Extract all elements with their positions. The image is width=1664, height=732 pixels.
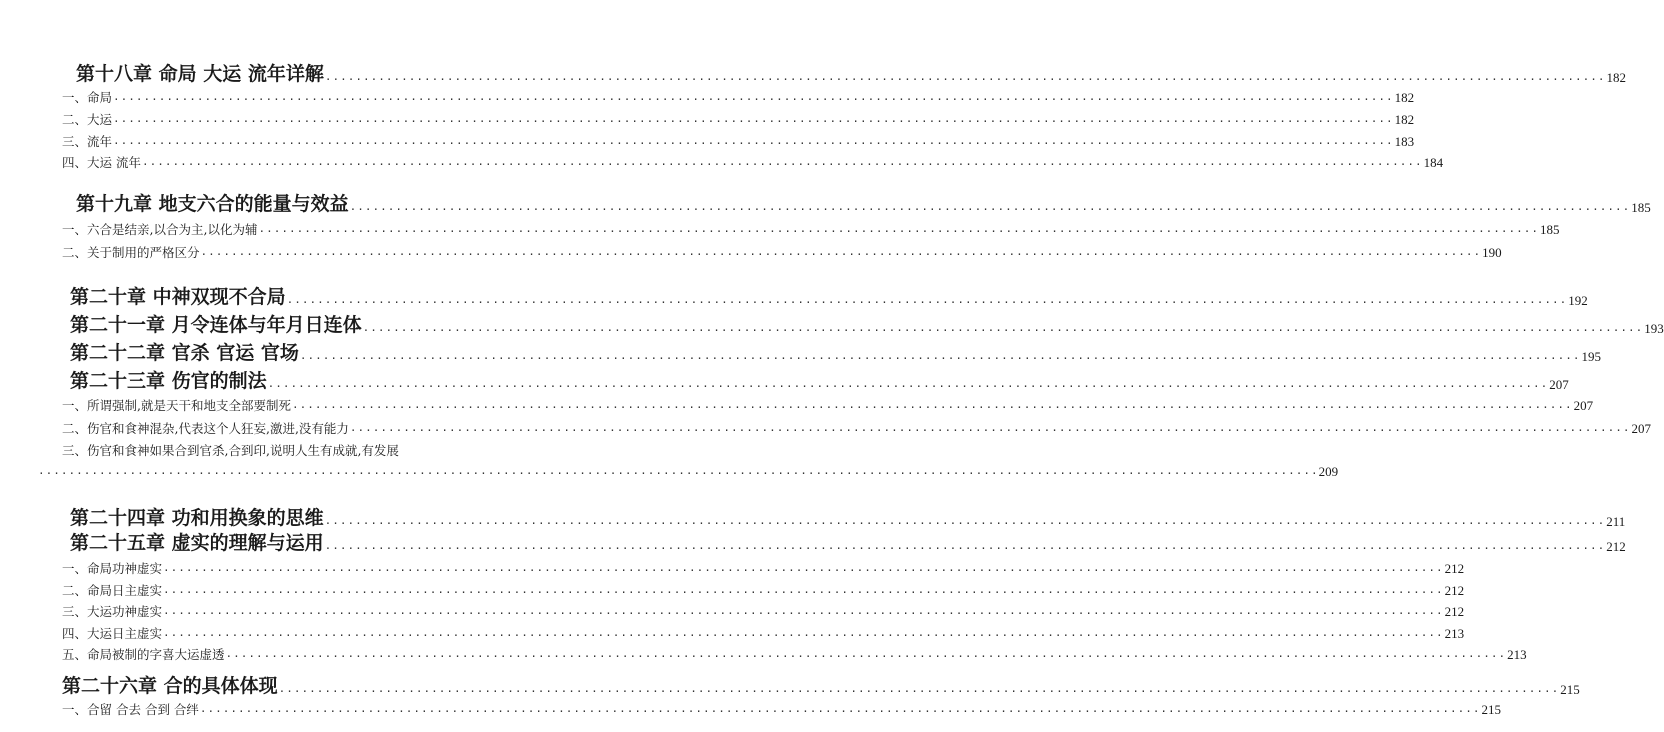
chapter-title: 第十九章 地支六合的能量与效益	[76, 193, 349, 215]
entry-label: 三、流年	[62, 134, 113, 149]
leader-dots: ········································································································································································	[113, 137, 1394, 150]
entry-label: 三、伤官和食神如果合到官杀,合到印,说明人生有成就,有发展	[62, 443, 399, 458]
chapter-title: 第十八章 命局 大运 流年详解	[76, 63, 324, 85]
toc-entry[interactable]	[62, 602, 1465, 620]
toc-chapter-22[interactable]	[70, 341, 1601, 365]
leader-dots: ········································································································································································	[349, 203, 1631, 216]
page-number: 184	[1423, 155, 1444, 170]
page-number: 212	[1444, 561, 1465, 576]
leader-dots: ········································································································································································	[199, 705, 1481, 718]
page-number: 215	[1560, 682, 1580, 697]
toc-chapter-23[interactable]	[70, 369, 1569, 393]
toc-chapter-25[interactable]	[70, 531, 1626, 555]
page-number: 193	[1644, 321, 1664, 336]
leader-dots: ········································································································································································	[163, 564, 1444, 577]
page-number: 212	[1444, 583, 1465, 598]
leader-dots: ········································································································································································	[324, 542, 1606, 555]
page-number: 182	[1394, 90, 1415, 105]
leader-dots: ········································································································································································	[163, 586, 1444, 599]
toc-chapter-18[interactable]	[76, 62, 1626, 86]
toc-entry[interactable]	[62, 441, 463, 459]
page-number: 190	[1482, 245, 1502, 260]
leader-dots: ········································································································································································	[362, 324, 1644, 337]
page-number: 212	[1444, 604, 1465, 619]
toc-chapter-24[interactable]	[70, 506, 1626, 530]
leader-dots: ········································································································································································	[225, 650, 1507, 663]
entry-label: 一、命局功神虚实	[62, 561, 163, 576]
page-number: 183	[1394, 134, 1415, 149]
toc-entry-continuation[interactable]	[38, 462, 1339, 480]
leader-dots: ········································································································································································	[291, 401, 1573, 414]
entry-label: 二、命局日主虚实	[62, 583, 163, 598]
entry-label: 一、六合是结亲,以合为主,以化为辅	[62, 222, 258, 237]
chapter-title: 第二十章 中神双现不合局	[70, 286, 286, 308]
toc-entry[interactable]	[62, 110, 1415, 128]
toc-entry[interactable]	[62, 220, 1560, 238]
page-number: 209	[1318, 464, 1339, 479]
page-number: 213	[1507, 647, 1527, 662]
entry-label: 四、大运 流年	[62, 155, 141, 170]
entry-label: 一、合留 合去 合到 合绊	[62, 702, 199, 717]
toc-entry[interactable]	[62, 645, 1527, 663]
leader-dots: ········································································································································································	[200, 248, 1482, 261]
toc-chapter-21[interactable]	[70, 313, 1664, 337]
chapter-title: 第二十二章 官杀 官运 官场	[70, 342, 299, 364]
toc-entry[interactable]	[62, 396, 1594, 414]
page-number: 185	[1631, 200, 1651, 215]
entry-label: 四、大运日主虚实	[62, 626, 163, 641]
leader-dots: ········································································································································································	[113, 115, 1394, 128]
toc-entry[interactable]	[62, 581, 1465, 599]
toc-entry[interactable]	[62, 153, 1444, 171]
toc-entry[interactable]	[62, 419, 1652, 437]
page-number: 215	[1481, 702, 1502, 717]
leader-dots: ········································································································································································	[163, 629, 1444, 642]
entry-label: 一、命局	[62, 90, 113, 105]
page-number: 207	[1549, 377, 1569, 392]
chapter-title: 第二十四章 功和用换象的思维	[70, 507, 324, 529]
toc-entry[interactable]	[62, 700, 1502, 718]
entry-label: 五、命局被制的字喜大运虚透	[62, 647, 225, 662]
page-number: 192	[1568, 293, 1588, 308]
page-number: 213	[1444, 626, 1465, 641]
leader-dots: ········································································································································································	[38, 467, 1319, 480]
toc-entry[interactable]	[62, 88, 1415, 106]
entry-label: 二、大运	[62, 112, 113, 127]
leader-dots: ········································································································································································	[163, 607, 1444, 620]
page-number: 211	[1606, 514, 1626, 529]
entry-label: 三、大运功神虚实	[62, 604, 163, 619]
page-number: 195	[1581, 349, 1601, 364]
entry-label: 一、所谓强制,就是天干和地支全部要制死	[62, 398, 291, 413]
entry-label: 二、伤官和食神混杂,代表这个人狂妄,激进,没有能力	[62, 421, 349, 436]
leader-dots: ········································································································································································	[258, 225, 1540, 238]
toc-entry[interactable]	[62, 243, 1502, 261]
page-number: 207	[1631, 421, 1652, 436]
leader-dots: ········································································································································································	[299, 352, 1581, 365]
leader-dots: ········································································································································································	[286, 296, 1568, 309]
page-number: 182	[1606, 70, 1626, 85]
entry-label: 二、关于制用的严格区分	[62, 245, 200, 260]
leader-dots: ········································································································································································	[141, 158, 1423, 171]
leader-dots: ········································································································································································	[324, 517, 1606, 530]
leader-dots: ········································································································································································	[278, 685, 1560, 698]
page-number: 185	[1540, 222, 1560, 237]
toc-chapter-20[interactable]	[70, 285, 1588, 309]
leader-dots: ········································································································································································	[267, 380, 1549, 393]
toc-entry[interactable]	[62, 559, 1465, 577]
chapter-title: 第二十一章 月令连体与年月日连体	[70, 314, 362, 336]
toc-chapter-19[interactable]	[76, 192, 1651, 216]
toc-chapter-26[interactable]	[62, 674, 1580, 698]
chapter-title: 第二十六章 合的具体体现	[62, 675, 278, 697]
leader-dots: ········································································································································································	[349, 424, 1631, 437]
page-number: 212	[1606, 539, 1626, 554]
toc-entry[interactable]	[62, 132, 1415, 150]
chapter-title: 第二十三章 伤官的制法	[70, 370, 267, 392]
page-number: 182	[1394, 112, 1415, 127]
page-number: 207	[1573, 398, 1594, 413]
leader-dots: ········································································································································································	[113, 93, 1394, 106]
chapter-title: 第二十五章 虚实的理解与运用	[70, 532, 324, 554]
toc-entry[interactable]	[62, 624, 1465, 642]
leader-dots: ········································································································································································	[324, 73, 1606, 86]
